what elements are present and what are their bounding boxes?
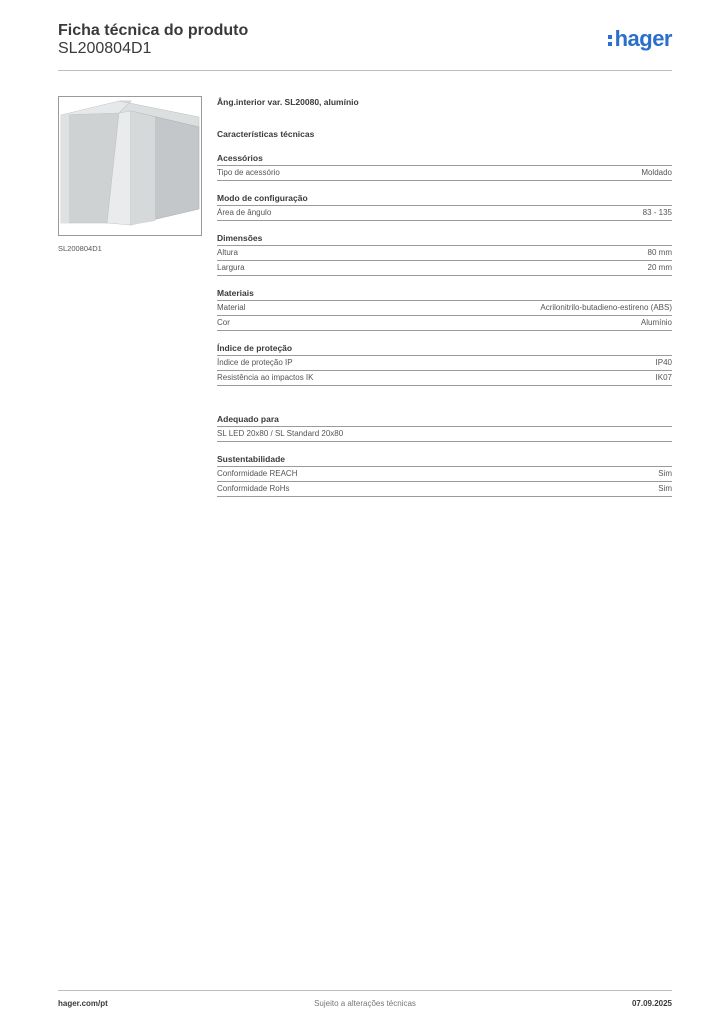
page-footer (58, 990, 672, 1015)
spec-label: Conformidade REACH (217, 469, 298, 478)
section-title: Sustentabilidade (217, 452, 672, 467)
section-dimensions (217, 231, 672, 276)
angle-fitting-illustration (59, 97, 201, 235)
spec-label: Tipo de acessório (217, 168, 280, 177)
spec-value: 80 mm (647, 248, 672, 257)
spec-value: Acrilonitrilo-butadieno-estireno (ABS) (540, 303, 672, 312)
section-title: Materiais (217, 286, 672, 301)
spec-value: IK07 (655, 373, 672, 382)
product-image (58, 96, 202, 236)
section-sustainability (217, 452, 672, 497)
technical-heading: Características técnicas (217, 129, 315, 139)
spec-label: Altura (217, 248, 238, 257)
spec-value: 83 - 135 (642, 208, 672, 217)
spec-row (217, 316, 672, 331)
footer-notice: Sujeito a alterações técnicas (314, 999, 416, 1008)
section-suitable-for (217, 412, 672, 442)
spec-label: Índice de proteção IP (217, 358, 293, 367)
footer-website-link[interactable]: hager.com/pt (58, 999, 108, 1008)
section-title: Acessórios (217, 151, 672, 166)
spec-row (217, 482, 672, 497)
product-code: SL200804D1 (58, 40, 152, 57)
spec-row (217, 166, 672, 181)
hager-logo (608, 26, 672, 52)
spec-row (217, 246, 672, 261)
section-protection (217, 341, 672, 386)
spec-row (217, 206, 672, 221)
section-title: Dimensões (217, 231, 672, 246)
product-description: Âng.interior var. SL20080, alumínio (217, 97, 359, 107)
spec-value: Alumínio (640, 318, 672, 327)
suitable-text: SL LED 20x80 / SL Standard 20x80 (217, 429, 344, 438)
section-materials (217, 286, 672, 331)
logo-dots-icon (608, 31, 614, 47)
spec-label: Cor (217, 318, 230, 327)
spec-row (217, 371, 672, 386)
section-accessories (217, 151, 672, 181)
spec-row (217, 467, 672, 482)
spec-content (217, 95, 672, 497)
spec-label: Material (217, 303, 246, 312)
logo-text: hager (614, 26, 672, 51)
spec-label: Resistência ao impactos IK (217, 373, 314, 382)
spec-label: Conformidade RoHs (217, 484, 290, 493)
spec-label: Área de ângulo (217, 208, 272, 217)
spec-value: Sim (658, 469, 672, 478)
spec-row (217, 427, 672, 442)
spec-value: 20 mm (647, 263, 672, 272)
section-title: Índice de proteção (217, 341, 672, 356)
section-title: Modo de configuração (217, 191, 672, 206)
spec-value: Moldado (641, 168, 672, 177)
section-title: Adequado para (217, 412, 672, 427)
spec-value: IP40 (655, 358, 672, 367)
page-title: Ficha técnica do produto (58, 22, 249, 39)
spec-value: Sim (658, 484, 672, 493)
spec-row (217, 261, 672, 276)
spec-row (217, 356, 672, 371)
footer-date: 07.09.2025 (631, 999, 672, 1008)
spec-row (217, 301, 672, 316)
image-caption: SL200804D1 (58, 244, 102, 253)
section-configuration (217, 191, 672, 221)
spec-label: Largura (217, 263, 245, 272)
page-header (58, 20, 672, 71)
